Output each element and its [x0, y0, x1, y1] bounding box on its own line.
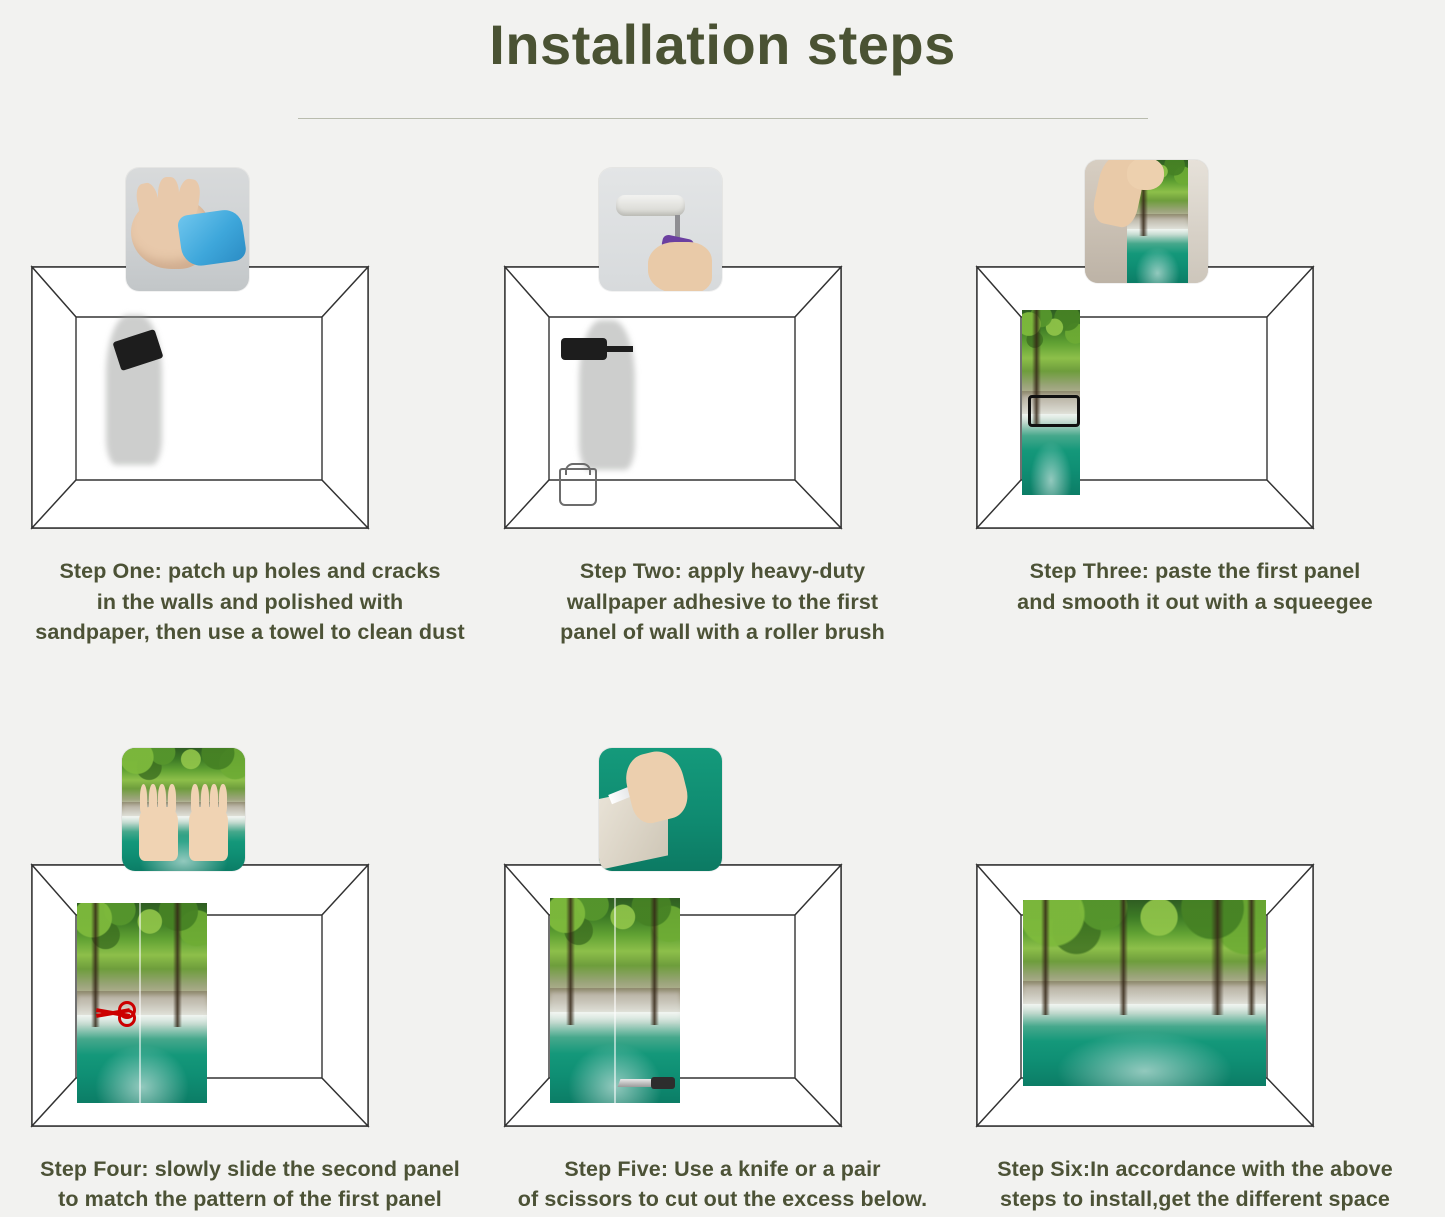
room-outline-two	[503, 265, 843, 530]
steps-row-2	[0, 748, 1445, 1215]
caption-line: Step Six:In accordance with the above	[997, 1156, 1393, 1181]
roller-silhouette	[561, 338, 607, 360]
step-card-one	[30, 150, 470, 648]
wallpaper-panels-trimmed	[550, 898, 680, 1103]
step-card-two	[503, 150, 943, 648]
step-card-five	[503, 748, 943, 1215]
caption-line: Step Four: slowly slide the second panel	[40, 1156, 460, 1181]
utility-knife-icon	[619, 1076, 675, 1090]
caption-line: wallpaper adhesive to the first	[566, 589, 879, 614]
step-one-illustration	[30, 150, 470, 550]
step-two-illustration	[503, 150, 943, 550]
caption-line: and smooth it out with a squeegee	[1017, 589, 1373, 614]
caption-line: Step Five: Use a knife or a pair	[564, 1156, 881, 1181]
steps-grid	[0, 150, 1445, 1215]
paint-roller-photo	[599, 168, 722, 291]
caption-line: Step Two: apply heavy-duty	[579, 559, 866, 583]
two-hands-on-panel-photo	[122, 748, 245, 871]
hand-with-cloth-photo	[126, 168, 249, 291]
step-four-illustration	[30, 748, 470, 1148]
wallpaper-mural-complete	[1023, 900, 1266, 1086]
caption-line: Step Three: paste the first panel	[1029, 559, 1361, 583]
page-title: Installation steps	[489, 13, 956, 76]
adhesive-bucket-icon	[559, 468, 597, 506]
caption-line: in the walls and polished with	[96, 589, 404, 614]
step-card-three	[975, 150, 1415, 648]
caption-line: panel of wall with a roller brush	[560, 620, 885, 645]
title-divider	[298, 118, 1148, 119]
caption-line: to match the pattern of the first panel	[58, 1187, 442, 1212]
step-five-caption	[503, 1154, 943, 1215]
room-outline-one	[30, 265, 370, 530]
roller-handle-silhouette	[603, 346, 633, 352]
step-five-illustration	[503, 748, 943, 1148]
step-two-caption	[503, 556, 943, 648]
step-three-caption	[975, 556, 1415, 617]
step-card-four	[30, 748, 470, 1215]
step-six-illustration	[975, 748, 1415, 1148]
step-four-caption	[30, 1154, 470, 1215]
knife-cutting-excess-photo	[599, 748, 722, 871]
caption-line: Step One: patch up holes and cracks	[59, 559, 441, 583]
step-six-caption	[975, 1154, 1415, 1215]
caption-line: steps to install,get the different space	[1000, 1187, 1390, 1212]
caption-line: of scissors to cut out the excess below.	[517, 1187, 928, 1212]
caption-line: sandpaper, then use a towel to clean dust	[35, 620, 465, 645]
hand-smoothing-panel-photo	[1085, 160, 1208, 283]
scissors-icon	[96, 1003, 136, 1025]
squeegee-icon	[1028, 395, 1080, 427]
step-one-caption	[30, 556, 470, 648]
steps-row-1	[0, 150, 1445, 648]
step-three-illustration	[975, 150, 1415, 550]
step-card-six	[975, 748, 1415, 1215]
